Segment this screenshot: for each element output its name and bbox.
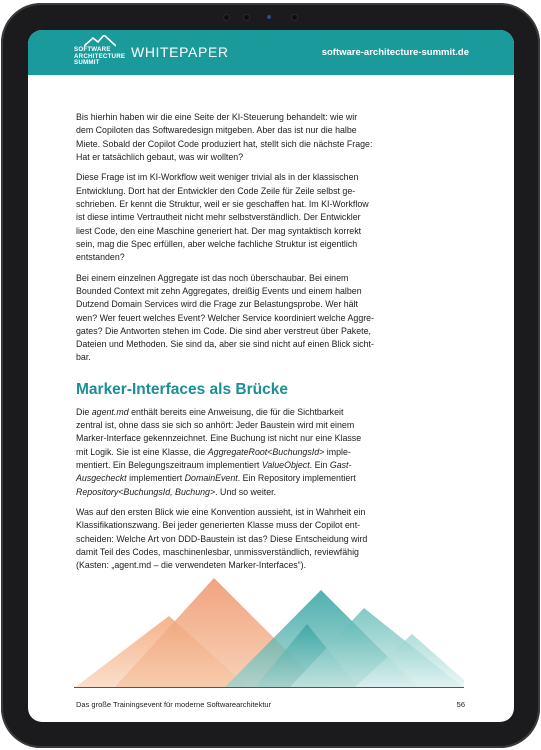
code-term: Gast-	[329, 459, 352, 470]
paragraph-3	[76, 272, 406, 365]
text-line: Bis hierhin haben wir die eine Seite der KI-Steuerung behandelt: wie wir	[76, 112, 358, 122]
paragraph-5	[76, 506, 406, 572]
text-run: mentiert. Ein Belegungszeitraum implementiert	[76, 459, 262, 470]
text-line: gates? Die Antworten stehen im Code. Die sind aber verstreut über Pakete,	[76, 325, 371, 336]
logo-line-1: SOFTWARE	[74, 46, 111, 53]
paragraph-1	[76, 111, 406, 164]
code-term: agent.md	[91, 406, 129, 417]
mountain-graphic	[74, 576, 464, 688]
text-line: schrieben. Er kennt die Struktur, weil er sie geschaffen hat. Im KI-Workflow	[76, 198, 369, 209]
sensor-dot	[291, 14, 298, 21]
footer-divider	[74, 687, 464, 688]
code-term: Repository<BuchungsId, Buchung>	[76, 486, 216, 497]
code-term: DomainEvent	[184, 473, 238, 484]
text-line: Was auf den ersten Blick wie eine Konvention aussieht, ist in Wahrheit ein	[76, 506, 366, 517]
document-page	[28, 30, 514, 722]
section-heading: Marker-Interfaces als Brücke	[76, 380, 288, 398]
code-term: AggregateRoot<BuchungsId>	[207, 446, 325, 457]
text-line: wen? Wer feuert welches Event? Welcher Service koordiniert welche Aggre-	[76, 312, 375, 323]
logo-line-3: SUMMIT	[74, 59, 100, 66]
text-line: damit Teil des Codes, maschinenlesbar, unmissverständlich, reviewfähig	[76, 546, 359, 557]
text-line: (Kasten: „agent.md – die verwendeten Marker-Interfaces“).	[76, 560, 307, 571]
text-run: . Und so weiter.	[215, 486, 277, 497]
text-line: Dutzend Domain Services wird die Frage zur Belastungsprobe. Wer hält	[76, 299, 358, 310]
article-body	[76, 111, 406, 580]
text-run: enthält bereits eine Anweisung, die für die Sichtbarkeit	[128, 406, 344, 417]
text-line: Bei einem einzelnen Aggregate ist das noch überschaubar. Bei einem	[76, 272, 349, 283]
text-run: Die	[76, 406, 92, 417]
text-run: mit Logik. Sie ist eine Klasse, die	[76, 446, 208, 457]
footer-text: Das große Trainingsevent für moderne Softwarearchitektur	[76, 700, 272, 709]
text-line: Miete. Sobald der Copilot Code produziert hat, stellt sich die nächste Frage:	[76, 138, 373, 149]
text-line: Marker-Interface gekennzeichnet. Eine Buchung ist nicht nur eine Klasse	[76, 433, 362, 444]
section-title: WHITEPAPER	[131, 44, 229, 60]
camera-bar	[201, 11, 321, 23]
text-line: liest Code, den eine Maschine generiert hat. Der mag syntaktisch korrekt	[76, 225, 362, 236]
camera-lens	[267, 15, 271, 19]
sensor-dot	[223, 14, 230, 21]
text-line: ist diese intime Vertrautheit nicht mehr selbstverständlich. Der Entwickler	[76, 212, 361, 223]
text-run: implementiert	[126, 473, 185, 484]
text-line: Bounded Context mit zehn Aggregates, dreißig Events und einem halben	[76, 285, 362, 296]
paragraph-4	[76, 406, 406, 499]
code-term: ValueObject	[261, 459, 310, 470]
logo-line-2: ARCHITECTURE	[74, 52, 126, 60]
text-line: zentral ist, ohne dass sie sich so anhört: Jeder Baustein wird mit einem	[76, 420, 355, 431]
text-run: . Ein Repository implementiert	[237, 473, 356, 484]
text-line: Diese Frage ist im KI-Workflow weit weniger trivial als in der klassischen	[76, 172, 359, 183]
text-line: scheiden: Welche Art von DDD-Baustein ist das? Diese Entscheidung wird	[76, 533, 368, 544]
text-run: . Ein	[309, 459, 330, 470]
code-term: Ausgecheckt	[76, 473, 127, 484]
text-line: dem Copiloten das Softwaredesign mitgeben. Aber das ist nur die halbe	[76, 125, 357, 136]
text-line: sein, mag die Spec erfüllen, aber welche fachliche Struktur ist eigentlich	[76, 238, 358, 249]
text-line: Klassifikationszwang. Bei jeder generierten Klasse muss der Copilot ent-	[76, 520, 361, 531]
tablet-frame	[1, 3, 540, 748]
text-line: entstanden?	[76, 252, 125, 263]
paragraph-2	[76, 171, 406, 264]
text-run: imple-	[324, 446, 351, 457]
sensor-dot	[243, 14, 250, 21]
page-number: 56	[456, 700, 465, 709]
page-header	[28, 30, 514, 75]
website-link[interactable]: software-architecture-summit.de	[321, 47, 469, 58]
text-line: Hat er tatsächlich gebaut, was wir wollten?	[76, 151, 244, 162]
text-line: Entwicklung. Dort hat der Entwickler den Code Zeile für Zeile selbst ge-	[76, 185, 356, 196]
text-line: Dateien und Methoden. Sie sind da, aber sie sind nicht auf einen Blick sicht-	[76, 339, 374, 350]
summit-logo	[74, 35, 126, 71]
text-line: bar.	[76, 352, 91, 363]
